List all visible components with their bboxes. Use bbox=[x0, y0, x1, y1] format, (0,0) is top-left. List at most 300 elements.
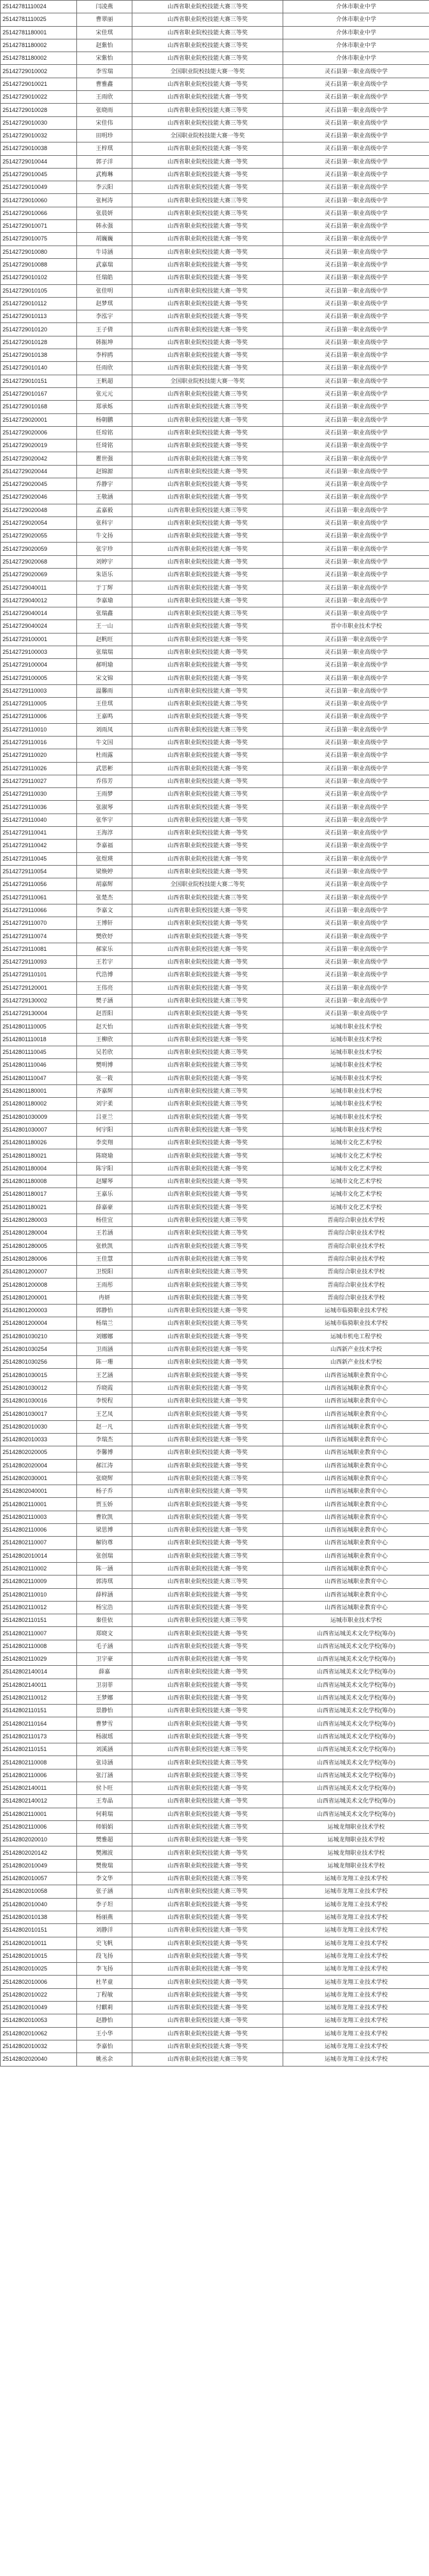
exam-number-cell: 25142729130004 bbox=[1, 1008, 77, 1020]
exam-number-cell: 25142729010112 bbox=[1, 297, 77, 310]
table-row bbox=[1, 491, 429, 504]
school-cell: 灵石县第一职业高级中学 bbox=[283, 387, 429, 400]
award-cell: 山西省职业院校技能大赛一等奖 bbox=[132, 2040, 283, 2053]
exam-number-cell: 25142802110012 bbox=[1, 1691, 77, 1704]
table-row bbox=[1, 1549, 429, 1562]
student-name-cell: 樊明博 bbox=[77, 1059, 132, 1072]
award-cell: 山西省职业院校技能大赛一等奖 bbox=[132, 1834, 283, 1846]
student-name-cell: 王博轩 bbox=[77, 917, 132, 930]
student-name-cell: 梁思博 bbox=[77, 1524, 132, 1537]
table-row bbox=[1, 723, 429, 736]
school-cell: 山西省运城美术文化学校(筹办) bbox=[283, 1717, 429, 1730]
student-name-cell: 张楚杰 bbox=[77, 891, 132, 904]
school-cell: 山西省运城职业教育中心 bbox=[283, 1446, 429, 1459]
award-cell: 山西省职业院校技能大赛一等奖 bbox=[132, 569, 283, 581]
exam-number-cell: 25142801180021 bbox=[1, 1201, 77, 1214]
table-row bbox=[1, 814, 429, 826]
table-row bbox=[1, 26, 429, 39]
exam-number-cell: 25142729110093 bbox=[1, 955, 77, 968]
student-name-cell: 朱语乐 bbox=[77, 569, 132, 581]
award-cell: 山西省职业院校技能大赛一等奖 bbox=[132, 1343, 283, 1355]
exam-number-cell: 25142802110009 bbox=[1, 1575, 77, 1588]
award-cell: 山西省职业院校技能大赛三等奖 bbox=[132, 1614, 283, 1627]
award-cell: 山西省职业院校技能大赛一等奖 bbox=[132, 1330, 283, 1343]
student-name-cell: 张创瑞 bbox=[77, 1549, 132, 1562]
table-row bbox=[1, 1873, 429, 1885]
school-cell: 灵石县第一职业高级中学 bbox=[283, 91, 429, 104]
student-name-cell: 刘雨凤 bbox=[77, 723, 132, 736]
student-name-cell: 王雨欣 bbox=[77, 91, 132, 104]
student-name-cell: 乔晓霞 bbox=[77, 1381, 132, 1394]
table-row bbox=[1, 1330, 429, 1343]
exam-number-cell: 25142781110024 bbox=[1, 1, 77, 13]
school-cell: 介休市职业中学 bbox=[283, 13, 429, 26]
award-cell: 山西省职业院校技能大赛一等奖 bbox=[132, 310, 283, 323]
school-cell: 灵石县第一职业高级中学 bbox=[283, 814, 429, 826]
student-name-cell: 郭静怡 bbox=[77, 1304, 132, 1317]
award-cell: 山西省职业院校技能大赛一等奖 bbox=[132, 426, 283, 439]
exam-number-cell: 25142801180017 bbox=[1, 1188, 77, 1201]
table-row bbox=[1, 2040, 429, 2053]
table-row bbox=[1, 1020, 429, 1033]
student-name-cell: 曹雅鑫 bbox=[77, 78, 132, 90]
exam-number-cell: 25142729120001 bbox=[1, 981, 77, 994]
award-cell: 山西省职业院校技能大赛三等奖 bbox=[132, 1756, 283, 1769]
school-cell: 灵石县第一职业高级中学 bbox=[283, 788, 429, 801]
school-cell: 山西省运城职业教育中心 bbox=[283, 1588, 429, 1601]
exam-number-cell: 25142801280003 bbox=[1, 1214, 77, 1226]
roster-rows bbox=[1, 1, 429, 2067]
school-cell: 山西省运城美术文化学校(筹办) bbox=[283, 1808, 429, 1820]
exam-number-cell: 25142729020055 bbox=[1, 530, 77, 543]
student-name-cell: 武嘉瑞 bbox=[77, 258, 132, 271]
student-name-cell: 李文华 bbox=[77, 1873, 132, 1885]
school-cell: 运城市龙翔工业技术学校 bbox=[283, 1898, 429, 1911]
award-cell: 山西省职业院校技能大赛三等奖 bbox=[132, 788, 283, 801]
exam-number-cell: 25142729110040 bbox=[1, 814, 77, 826]
student-name-cell: 张汀涵 bbox=[77, 1769, 132, 1782]
student-name-cell: 杨宝浩 bbox=[77, 1601, 132, 1614]
school-cell: 晋南综合职业技术学校 bbox=[283, 1252, 429, 1265]
award-cell: 山西省职业院校技能大赛三等奖 bbox=[132, 1266, 283, 1278]
school-cell: 运城市龙翔工业技术学校 bbox=[283, 1988, 429, 2001]
table-row bbox=[1, 981, 429, 994]
exam-number-cell: 25142801030007 bbox=[1, 1123, 77, 1136]
school-cell: 灵石县第一职业高级中学 bbox=[283, 581, 429, 594]
award-cell: 山西省职业院校技能大赛一等奖 bbox=[132, 1846, 283, 1859]
table-row bbox=[1, 659, 429, 672]
student-name-cell: 赵紫怡 bbox=[77, 39, 132, 52]
table-row bbox=[1, 336, 429, 349]
student-name-cell: 郑承烁 bbox=[77, 401, 132, 413]
table-row bbox=[1, 1395, 429, 1408]
award-cell: 山西省职业院校技能大赛一等奖 bbox=[132, 272, 283, 284]
table-row bbox=[1, 1937, 429, 1949]
table-row bbox=[1, 1472, 429, 1485]
student-name-cell: 杨丽燕 bbox=[77, 1911, 132, 1923]
exam-number-cell: 25142802110003 bbox=[1, 1511, 77, 1523]
table-row bbox=[1, 1317, 429, 1330]
student-name-cell: 王艺凤 bbox=[77, 1408, 132, 1420]
exam-number-cell: 25142802140012 bbox=[1, 1795, 77, 1808]
school-cell: 山西省运城职业教育中心 bbox=[283, 1601, 429, 1614]
exam-number-cell: 25142801030016 bbox=[1, 1395, 77, 1408]
award-cell: 山西省职业院校技能大赛一等奖 bbox=[132, 1679, 283, 1691]
table-row bbox=[1, 891, 429, 904]
school-cell: 运城市职业技术学校 bbox=[283, 1020, 429, 1033]
school-cell: 灵石县第一职业高级中学 bbox=[283, 969, 429, 981]
school-cell: 山西省运城美术文化学校(筹办) bbox=[283, 1782, 429, 1794]
table-row bbox=[1, 672, 429, 684]
school-cell: 晋南综合职业技术学校 bbox=[283, 1214, 429, 1226]
school-cell: 运城龙翔职业技术学校 bbox=[283, 1859, 429, 1872]
award-cell: 山西省职业院校技能大赛一等奖 bbox=[132, 1537, 283, 1549]
student-name-cell: 景静怡 bbox=[77, 1705, 132, 1717]
table-row bbox=[1, 1433, 429, 1446]
table-row bbox=[1, 65, 429, 78]
award-cell: 山西省职业院校技能大赛三等奖 bbox=[132, 1575, 283, 1588]
award-cell: 山西省职业院校技能大赛一等奖 bbox=[132, 1898, 283, 1911]
table-row bbox=[1, 233, 429, 246]
school-cell: 山西省运城美术文化学校(筹办) bbox=[283, 1769, 429, 1782]
student-name-cell: 王敬涵 bbox=[77, 491, 132, 504]
school-cell: 灵石县第一职业高级中学 bbox=[283, 594, 429, 607]
table-row bbox=[1, 516, 429, 529]
exam-number-cell: 25142729010088 bbox=[1, 258, 77, 271]
student-name-cell: 薛嘉 bbox=[77, 1666, 132, 1679]
award-cell: 山西省职业院校技能大赛一等奖 bbox=[132, 233, 283, 246]
student-name-cell: 王嘉乐 bbox=[77, 1188, 132, 1201]
school-cell: 灵石县第一职业高级中学 bbox=[283, 955, 429, 968]
exam-number-cell: 25142802010015 bbox=[1, 1949, 77, 1962]
award-cell: 山西省职业院校技能大赛一等奖 bbox=[132, 969, 283, 981]
award-cell: 山西省职业院校技能大赛三等奖 bbox=[132, 1549, 283, 1562]
exam-number-cell: 25142801030210 bbox=[1, 1330, 77, 1343]
table-row bbox=[1, 310, 429, 323]
student-name-cell: 赵耀琴 bbox=[77, 1175, 132, 1188]
table-row bbox=[1, 1614, 429, 1627]
school-cell: 山西省运城美术文化学校(筹办) bbox=[283, 1691, 429, 1704]
table-row bbox=[1, 1278, 429, 1291]
table-row bbox=[1, 349, 429, 362]
table-row bbox=[1, 878, 429, 891]
school-cell: 运城市龙翔工业技术学校 bbox=[283, 1924, 429, 1937]
student-name-cell: 王寿晶 bbox=[77, 1795, 132, 1808]
exam-number-cell: 25142729110010 bbox=[1, 723, 77, 736]
school-cell: 灵石县第一职业高级中学 bbox=[283, 981, 429, 994]
table-row bbox=[1, 1291, 429, 1304]
award-cell: 山西省职业院校技能大赛三等奖 bbox=[132, 1873, 283, 1885]
table-row bbox=[1, 1175, 429, 1188]
exam-number-cell: 25142729110045 bbox=[1, 852, 77, 865]
school-cell: 灵石县第一职业高级中学 bbox=[283, 516, 429, 529]
exam-number-cell: 25142729020006 bbox=[1, 426, 77, 439]
exam-number-cell: 25142729020068 bbox=[1, 555, 77, 568]
table-row bbox=[1, 426, 429, 439]
student-name-cell: 王佳琪 bbox=[77, 698, 132, 710]
student-name-cell: 李飞扬 bbox=[77, 1963, 132, 1976]
table-row bbox=[1, 1769, 429, 1782]
table-row bbox=[1, 1304, 429, 1317]
student-name-cell: 齐嘉辉 bbox=[77, 1084, 132, 1097]
table-row bbox=[1, 168, 429, 181]
exam-number-cell: 25142729110003 bbox=[1, 684, 77, 697]
school-cell: 灵石县第一职业高级中学 bbox=[283, 827, 429, 840]
award-cell: 山西省职业院校技能大赛一等奖 bbox=[132, 2014, 283, 2027]
award-cell: 山西省职业院校技能大赛一等奖 bbox=[132, 168, 283, 181]
student-name-cell: 刘溪涵 bbox=[77, 1743, 132, 1756]
exam-number-cell: 25142802110029 bbox=[1, 1653, 77, 1666]
award-cell: 山西省职业院校技能大赛三等奖 bbox=[132, 207, 283, 219]
student-name-cell: 曹翠丽 bbox=[77, 13, 132, 26]
table-row bbox=[1, 1227, 429, 1240]
award-cell: 山西省职业院校技能大赛一等奖 bbox=[132, 1395, 283, 1408]
table-row bbox=[1, 413, 429, 426]
award-cell: 山西省职业院校技能大赛三等奖 bbox=[132, 1098, 283, 1111]
award-cell: 山西省职业院校技能大赛一等奖 bbox=[132, 258, 283, 271]
student-name-cell: 何宇阳 bbox=[77, 1123, 132, 1136]
award-cell: 山西省职业院校技能大赛一等奖 bbox=[132, 1640, 283, 1652]
award-cell: 山西省职业院校技能大赛一等奖 bbox=[132, 516, 283, 529]
table-row bbox=[1, 1782, 429, 1794]
table-row bbox=[1, 1356, 429, 1369]
award-cell: 山西省职业院校技能大赛一等奖 bbox=[132, 1369, 283, 1381]
school-cell: 灵石县第一职业高级中学 bbox=[283, 194, 429, 207]
student-name-cell: 张晓辉 bbox=[77, 1472, 132, 1485]
award-cell: 山西省职业院校技能大赛三等奖 bbox=[132, 1214, 283, 1226]
school-cell: 运城市职业技术学校 bbox=[283, 1046, 429, 1059]
school-cell: 灵石县第一职业高级中学 bbox=[283, 749, 429, 762]
award-cell: 山西省职业院校技能大赛一等奖 bbox=[132, 1511, 283, 1523]
school-cell: 运城市文化艺术学校 bbox=[283, 1162, 429, 1175]
table-row bbox=[1, 1537, 429, 1549]
school-cell: 运城市职业技术学校 bbox=[283, 1084, 429, 1097]
table-row bbox=[1, 994, 429, 1007]
table-row bbox=[1, 207, 429, 219]
table-row bbox=[1, 1381, 429, 1394]
table-row bbox=[1, 1820, 429, 1833]
exam-number-cell: 25142802010049 bbox=[1, 1859, 77, 1872]
school-cell: 灵石县第一职业高级中学 bbox=[283, 401, 429, 413]
table-row bbox=[1, 323, 429, 336]
student-name-cell: 杨子乔 bbox=[77, 1485, 132, 1498]
award-cell: 山西省职业院校技能大赛三等奖 bbox=[132, 891, 283, 904]
school-cell: 山西省运城美术文化学校(筹办) bbox=[283, 1705, 429, 1717]
school-cell: 灵石县第一职业高级中学 bbox=[283, 78, 429, 90]
student-name-cell: 卫悦阳 bbox=[77, 1266, 132, 1278]
table-row bbox=[1, 1949, 429, 1962]
student-name-cell: 王海淳 bbox=[77, 827, 132, 840]
award-cell: 山西省职业院校技能大赛一等奖 bbox=[132, 1188, 283, 1201]
award-cell: 山西省职业院校技能大赛一等奖 bbox=[132, 646, 283, 658]
table-row bbox=[1, 1575, 429, 1588]
student-name-cell: 樊雅超 bbox=[77, 1834, 132, 1846]
student-name-cell: 李云阳 bbox=[77, 181, 132, 194]
award-cell: 山西省职业院校技能大赛一等奖 bbox=[132, 1498, 283, 1511]
award-cell: 山西省职业院校技能大赛三等奖 bbox=[132, 1743, 283, 1756]
table-row bbox=[1, 1730, 429, 1743]
exam-number-cell: 25142801180002 bbox=[1, 1098, 77, 1111]
award-cell: 山西省职业院校技能大赛二等奖 bbox=[132, 698, 283, 710]
award-cell: 山西省职业院校技能大赛一等奖 bbox=[132, 220, 283, 233]
school-cell: 灵石县第一职业高级中学 bbox=[283, 362, 429, 375]
exam-number-cell: 25142801180021 bbox=[1, 1149, 77, 1162]
exam-number-cell: 25142802110151 bbox=[1, 1614, 77, 1627]
award-cell: 山西省职业院校技能大赛一等奖 bbox=[132, 1562, 283, 1575]
student-name-cell: 胡嘉辉 bbox=[77, 878, 132, 891]
school-cell: 晋南综合职业技术学校 bbox=[283, 1278, 429, 1291]
table-row bbox=[1, 1137, 429, 1149]
exam-number-cell: 25142729100001 bbox=[1, 633, 77, 646]
exam-number-cell: 25142729020059 bbox=[1, 543, 77, 555]
student-name-cell: 王帆超 bbox=[77, 375, 132, 387]
student-name-cell: 李奕翔 bbox=[77, 1137, 132, 1149]
table-row bbox=[1, 1963, 429, 1976]
table-row bbox=[1, 1214, 429, 1226]
student-name-cell: 杜雨露 bbox=[77, 749, 132, 762]
award-cell: 山西省职业院校技能大赛一等奖 bbox=[132, 1795, 283, 1808]
school-cell: 运城市龙翔工业技术学校 bbox=[283, 2053, 429, 2066]
student-name-cell: 任雨欣 bbox=[77, 362, 132, 375]
table-row bbox=[1, 1988, 429, 2001]
school-cell: 灵石县第一职业高级中学 bbox=[283, 646, 429, 658]
student-name-cell: 张宇珍 bbox=[77, 543, 132, 555]
exam-number-cell: 25142802110001 bbox=[1, 1498, 77, 1511]
table-row bbox=[1, 1149, 429, 1162]
student-name-cell: 卫宇豪 bbox=[77, 1653, 132, 1666]
exam-number-cell: 25142802110008 bbox=[1, 1640, 77, 1652]
award-cell: 山西省职业院校技能大赛一等奖 bbox=[132, 749, 283, 762]
school-cell: 运城市龙翔工业技术学校 bbox=[283, 2014, 429, 2027]
student-name-cell: 王小华 bbox=[77, 2027, 132, 2040]
award-cell: 山西省职业院校技能大赛一等奖 bbox=[132, 943, 283, 955]
exam-number-cell: 25142729020048 bbox=[1, 504, 77, 516]
student-name-cell: 李嘉文 bbox=[77, 904, 132, 917]
award-cell: 山西省职业院校技能大赛一等奖 bbox=[132, 801, 283, 814]
school-cell: 灵石县第一职业高级中学 bbox=[283, 246, 429, 258]
school-cell: 晋南综合职业技术学校 bbox=[283, 1240, 429, 1252]
award-cell: 山西省职业院校技能大赛一等奖 bbox=[132, 1033, 283, 1046]
exam-number-cell: 25142729110066 bbox=[1, 904, 77, 917]
school-cell: 山西新产业技术学校 bbox=[283, 1343, 429, 1355]
school-cell: 山西省运城职业教育中心 bbox=[283, 1524, 429, 1537]
student-name-cell: 代浩博 bbox=[77, 969, 132, 981]
school-cell: 灵石县第一职业高级中学 bbox=[283, 659, 429, 672]
exam-number-cell: 25142801200008 bbox=[1, 1278, 77, 1291]
award-cell: 山西省职业院校技能大赛一等奖 bbox=[132, 2002, 283, 2014]
table-row bbox=[1, 1485, 429, 1498]
student-name-cell: 张晨妍 bbox=[77, 207, 132, 219]
table-row bbox=[1, 13, 429, 26]
table-row bbox=[1, 1459, 429, 1472]
school-cell: 灵石县第一职业高级中学 bbox=[283, 555, 429, 568]
table-row bbox=[1, 1201, 429, 1214]
student-name-cell: 侯卜旺 bbox=[77, 1782, 132, 1794]
exam-number-cell: 25142802010033 bbox=[1, 1433, 77, 1446]
school-cell: 介休市职业中学 bbox=[283, 39, 429, 52]
student-name-cell: 宋佳琪 bbox=[77, 26, 132, 39]
award-cell: 山西省职业院校技能大赛一等奖 bbox=[132, 852, 283, 865]
table-row bbox=[1, 52, 429, 65]
student-name-cell: 王子倩 bbox=[77, 323, 132, 336]
award-cell: 山西省职业院校技能大赛一等奖 bbox=[132, 684, 283, 697]
student-name-cell: 赵静怡 bbox=[77, 2014, 132, 2027]
award-cell: 山西省职业院校技能大赛三等奖 bbox=[132, 1252, 283, 1265]
award-cell: 山西省职业院校技能大赛三等奖 bbox=[132, 723, 283, 736]
exam-number-cell: 25142802110006 bbox=[1, 1524, 77, 1537]
student-name-cell: 任瑞皓 bbox=[77, 272, 132, 284]
table-row bbox=[1, 2027, 429, 2040]
table-row bbox=[1, 91, 429, 104]
school-cell: 灵石县第一职业高级中学 bbox=[283, 155, 429, 168]
student-name-cell: 王艺涵 bbox=[77, 1369, 132, 1381]
award-cell: 山西省职业院校技能大赛一等奖 bbox=[132, 1976, 283, 1988]
student-name-cell: 韩永强 bbox=[77, 220, 132, 233]
student-name-cell: 任琦铭 bbox=[77, 440, 132, 452]
student-name-cell: 王柳欣 bbox=[77, 1033, 132, 1046]
exam-number-cell: 25142802010040 bbox=[1, 1898, 77, 1911]
school-cell: 灵石县第一职业高级中学 bbox=[283, 116, 429, 129]
table-row bbox=[1, 1033, 429, 1046]
student-name-cell: 李嘉瑜 bbox=[77, 594, 132, 607]
exam-number-cell: 25142729040012 bbox=[1, 594, 77, 607]
student-name-cell: 王梓琪 bbox=[77, 142, 132, 155]
award-cell: 山西省职业院校技能大赛一等奖 bbox=[132, 349, 283, 362]
exam-number-cell: 25142729010022 bbox=[1, 91, 77, 104]
exam-number-cell: 25142802110008 bbox=[1, 1756, 77, 1769]
school-cell: 灵石县第一职业高级中学 bbox=[283, 220, 429, 233]
student-name-cell: 赵晋阳 bbox=[77, 1008, 132, 1020]
award-cell: 山西省职业院校技能大赛一等奖 bbox=[132, 2027, 283, 2040]
table-row bbox=[1, 1743, 429, 1756]
student-name-cell: 王梦娜 bbox=[77, 1691, 132, 1704]
table-row bbox=[1, 1666, 429, 1679]
award-cell: 山西省职业院校技能大赛三等奖 bbox=[132, 994, 283, 1007]
school-cell: 灵石县第一职业高级中学 bbox=[283, 917, 429, 930]
award-cell: 山西省职业院校技能大赛一等奖 bbox=[132, 1149, 283, 1162]
award-cell: 山西省职业院校技能大赛一等奖 bbox=[132, 1459, 283, 1472]
exam-number-cell: 25142801030256 bbox=[1, 1356, 77, 1369]
student-name-cell: 牛诗涵 bbox=[77, 246, 132, 258]
table-row bbox=[1, 1976, 429, 1988]
exam-number-cell: 25142729020044 bbox=[1, 465, 77, 478]
table-row bbox=[1, 440, 429, 452]
award-cell: 山西省职业院校技能大赛三等奖 bbox=[132, 1059, 283, 1072]
award-cell: 山西省职业院校技能大赛三等奖 bbox=[132, 1046, 283, 1059]
award-cell: 山西省职业院校技能大赛一等奖 bbox=[132, 981, 283, 994]
student-name-cell: 刘宇柔 bbox=[77, 1098, 132, 1111]
table-row bbox=[1, 142, 429, 155]
table-row bbox=[1, 1, 429, 13]
exam-number-cell: 25142729110030 bbox=[1, 788, 77, 801]
student-name-cell: 王雨彤 bbox=[77, 1278, 132, 1291]
school-cell: 灵石县第一职业高级中学 bbox=[283, 672, 429, 684]
exam-number-cell: 25142802110010 bbox=[1, 1588, 77, 1601]
exam-number-cell: 25142802110007 bbox=[1, 1627, 77, 1640]
student-name-cell: 孟嘉毅 bbox=[77, 504, 132, 516]
school-cell: 山西省运城美术文化学校(筹办) bbox=[283, 1640, 429, 1652]
award-cell: 山西省职业院校技能大赛一等奖 bbox=[132, 1304, 283, 1317]
exam-number-cell: 25142781180002 bbox=[1, 39, 77, 52]
exam-number-cell: 25142801180026 bbox=[1, 1137, 77, 1149]
exam-number-cell: 25142729010105 bbox=[1, 284, 77, 297]
student-name-cell: 郭涛琪 bbox=[77, 1575, 132, 1588]
table-row bbox=[1, 852, 429, 865]
table-row bbox=[1, 1162, 429, 1175]
exam-number-cell: 25142729110006 bbox=[1, 710, 77, 723]
school-cell: 山西省运城职业教育中心 bbox=[283, 1498, 429, 1511]
student-name-cell: 张华宇 bbox=[77, 814, 132, 826]
